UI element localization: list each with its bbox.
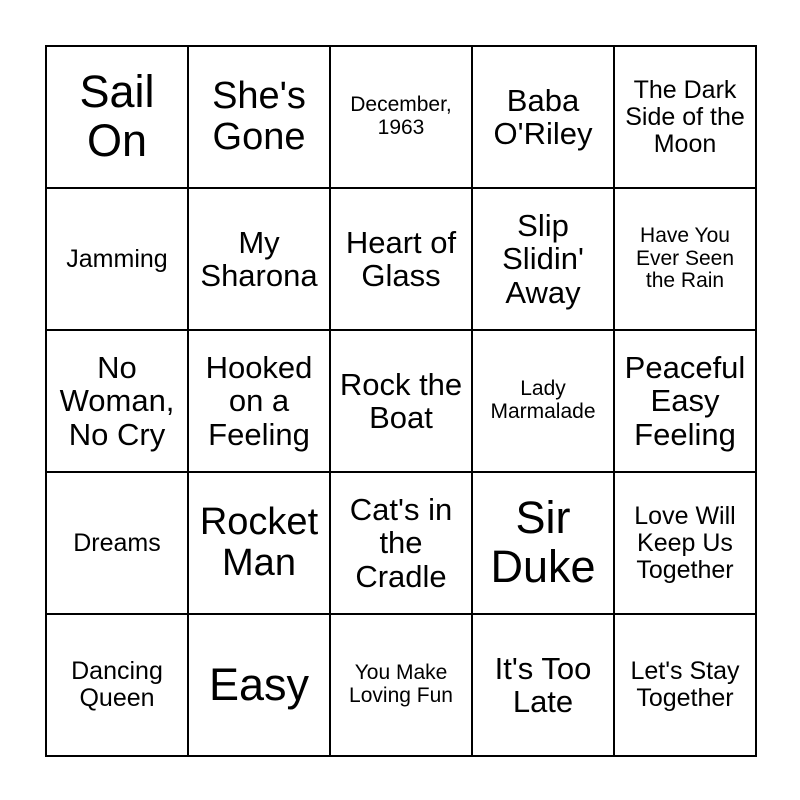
bingo-row (46, 614, 756, 756)
bingo-cell[interactable]: Dreams (46, 472, 188, 614)
bingo-cell[interactable]: You Make Loving Fun (330, 614, 472, 756)
bingo-row (46, 330, 756, 472)
bingo-cell[interactable]: Rocket Man (188, 472, 330, 614)
bingo-grid-body (46, 46, 756, 756)
bingo-cell[interactable]: Peaceful Easy Feeling (614, 330, 756, 472)
bingo-cell[interactable]: My Sharona (188, 188, 330, 330)
bingo-cell[interactable]: Sail On (46, 46, 188, 188)
bingo-cell[interactable]: Have You Ever Seen the Rain (614, 188, 756, 330)
bingo-row (46, 46, 756, 188)
bingo-row (46, 472, 756, 614)
bingo-cell[interactable]: December, 1963 (330, 46, 472, 188)
bingo-cell[interactable]: Lady Marmalade (472, 330, 614, 472)
bingo-cell[interactable]: Love Will Keep Us Together (614, 472, 756, 614)
bingo-cell[interactable]: Cat's in the Cradle (330, 472, 472, 614)
bingo-cell[interactable]: Dancing Queen (46, 614, 188, 756)
bingo-cell[interactable]: Rock the Boat (330, 330, 472, 472)
bingo-cell[interactable]: Baba O'Riley (472, 46, 614, 188)
bingo-cell[interactable]: Hooked on a Feeling (188, 330, 330, 472)
bingo-row (46, 188, 756, 330)
bingo-cell[interactable]: She's Gone (188, 46, 330, 188)
bingo-cell[interactable]: Easy (188, 614, 330, 756)
bingo-cell[interactable]: Heart of Glass (330, 188, 472, 330)
bingo-cell[interactable]: It's Too Late (472, 614, 614, 756)
bingo-cell[interactable]: Slip Slidin' Away (472, 188, 614, 330)
bingo-cell[interactable]: The Dark Side of the Moon (614, 46, 756, 188)
bingo-cell[interactable]: Let's Stay Together (614, 614, 756, 756)
bingo-cell[interactable]: Jamming (46, 188, 188, 330)
bingo-cell[interactable]: Sir Duke (472, 472, 614, 614)
bingo-cell[interactable]: No Woman, No Cry (46, 330, 188, 472)
bingo-grid (45, 45, 757, 757)
